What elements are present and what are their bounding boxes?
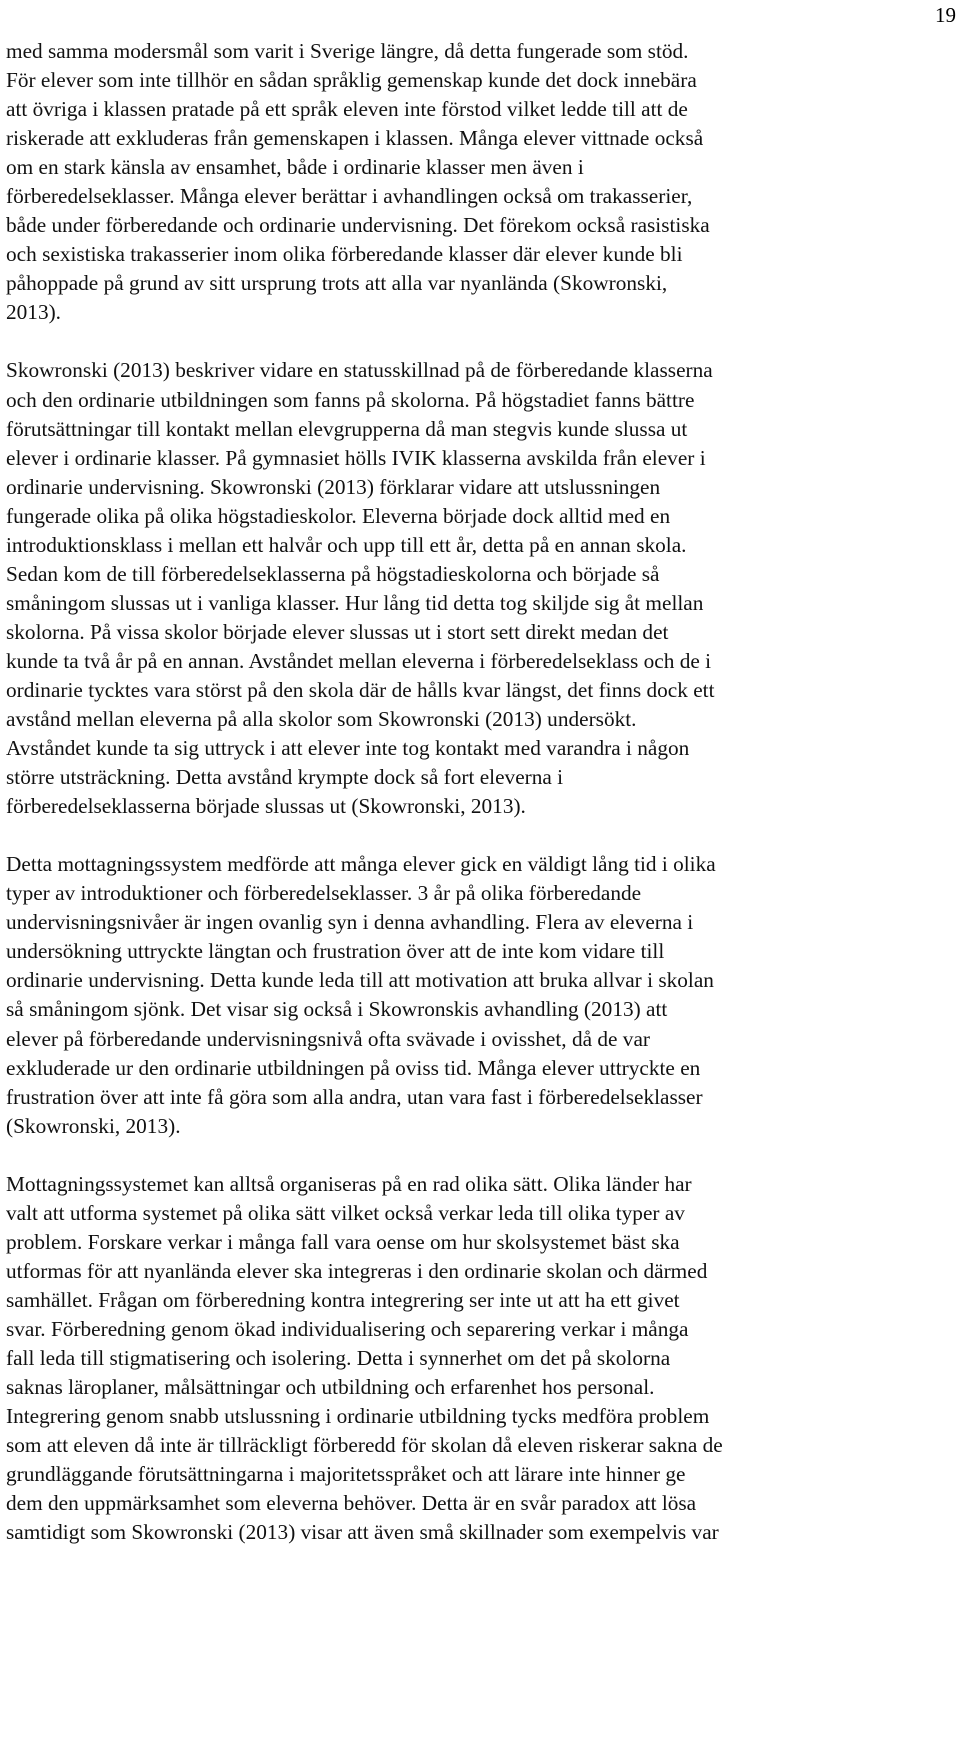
text-line: kunde ta två år på en annan. Avståndet mellan eleverna i förberedelseklass och de i — [6, 648, 712, 673]
text-line: samhället. Frågan om förberedning kontra integrering ser inte ut att ha ett givet — [6, 1287, 680, 1312]
text-line: och sexistiska trakasserier inom olika förberedande klasser där elever kunde bli — [6, 242, 683, 267]
text-line: Sedan kom de till förberedelseklasserna på högstadieskolorna och började så — [6, 561, 660, 586]
text-line: större utsträckning. Detta avstånd krympte dock så fort eleverna i — [6, 765, 564, 790]
text-line: saknas läroplaner, målsättningar och utbildning och erfarenhet hos personal. — [6, 1375, 655, 1400]
text-line: att övriga i klassen pratade på ett språk eleven inte förstod vilket ledde till att de — [6, 97, 688, 122]
text-line: Skowronski (2013) beskriver vidare en statusskillnad på de förberedande klasserna — [6, 358, 713, 383]
text-line: grundläggande förutsättningarna i majoritetsspråket och att lärare inte hinner ge — [6, 1462, 686, 1487]
paragraph-spacer — [6, 1141, 956, 1170]
text-line: förutsättningar till kontakt mellan elevgrupperna då man stegvis kunde slussa ut — [6, 416, 688, 441]
text-line: Mottagningssystemet kan alltså organiseras på en rad olika sätt. Olika länder har — [6, 1171, 692, 1196]
text-line: riskerade att exkluderas från gemenskapen i klassen. Många elever vittnade också — [6, 126, 704, 151]
text-line: fungerade olika på olika högstadieskolor. Eleverna började dock alltid med en — [6, 503, 671, 528]
text-line: med samma modersmål som varit i Sverige längre, då detta fungerade som stöd. — [6, 39, 689, 63]
paragraph-3 — [6, 850, 956, 1140]
text-line: påhoppade på grund av sitt ursprung trots att alla var nyanlända (Skowronski, — [6, 271, 668, 296]
text-line: typer av introduktioner och förberedelseklasser. 3 år på olika förberedande — [6, 881, 642, 906]
text-line: samtidigt som Skowronski (2013) visar att även små skillnader som exempelvis var — [6, 1520, 719, 1545]
text-line: fall leda till stigmatisering och isolering. Detta i synnerhet om det på skolorna — [6, 1345, 671, 1370]
text-line: Avståndet kunde ta sig uttryck i att elever inte tog kontakt med varandra i någon — [6, 736, 690, 761]
text-line: svar. Förberedning genom ökad individualisering och separering verkar i många — [6, 1316, 689, 1341]
text-line: och den ordinarie utbildningen som fanns på skolorna. På högstadiet fanns bättre — [6, 387, 695, 412]
text-line: elever på förberedande undervisningsnivå ofta svävade i ovisshet, då de var — [6, 1026, 650, 1051]
text-line: frustration över att inte få göra som alla andra, utan vara fast i förberedelseklasser — [6, 1084, 703, 1109]
paragraph-4 — [6, 1170, 956, 1548]
text-line: utformas för att nyanlända elever ska integreras i den ordinarie skolan och därmed — [6, 1258, 708, 1283]
paragraph-1 — [6, 37, 956, 327]
text-line: småningom slussas ut i vanliga klasser. Hur lång tid detta tog skiljde sig åt mellan — [6, 590, 704, 615]
text-line: så småningom sjönk. Det visar sig också i Skowronskis avhandling (2013) att — [6, 997, 668, 1022]
text-line: undersökning uttryckte längtan och frustration över att de inte kom vidare till — [6, 939, 665, 964]
text-line: förberedelseklasser. Många elever berättar i avhandlingen också om trakasserier, — [6, 184, 693, 209]
page-number: 19 — [935, 3, 956, 27]
text-line: elever i ordinarie klasser. På gymnasiet hölls IVIK klasserna avskilda från elever i — [6, 445, 706, 470]
text-line: ordinarie undervisning. Skowronski (2013) förklarar vidare att utslussningen — [6, 474, 661, 499]
paragraph-spacer — [6, 821, 956, 850]
text-line: ordinarie tycktes vara störst på den skola där de hålls kvar längst, det finns dock ett — [6, 677, 715, 702]
text-line: undervisningsnivåer är ingen ovanlig syn i denna avhandling. Flera av eleverna i — [6, 910, 694, 935]
text-line: förberedelseklasserna började slussas ut (Skowronski, 2013). — [6, 794, 526, 819]
text-line: avstånd mellan eleverna på alla skolor som Skowronski (2013) undersökt. — [6, 707, 637, 732]
text-line: För elever som inte tillhör en sådan språklig gemenskap kunde det dock innebära — [6, 68, 697, 93]
text-line: om en stark känsla av ensamhet, både i ordinarie klasser men även i — [6, 155, 584, 180]
text-line: Integrering genom snabb utslussning i ordinarie utbildning tycks medföra problem — [6, 1404, 710, 1429]
text-line: 2013). — [6, 300, 62, 325]
text-line: både under förberedande och ordinarie undervisning. Det förekom också rasistiska — [6, 213, 710, 238]
text-line: exkluderade ur den ordinarie utbildningen på oviss tid. Många elever uttryckte en — [6, 1055, 701, 1080]
paragraph-spacer — [6, 327, 956, 356]
text-line: Detta mottagningssystem medförde att många elever gick en väldigt lång tid i olika — [6, 852, 716, 877]
text-line: skolorna. På vissa skolor började elever slussas ut i stort sett direkt medan det — [6, 619, 669, 644]
body-text — [6, 37, 956, 1547]
text-line: (Skowronski, 2013). — [6, 1113, 181, 1138]
text-line: som att eleven då inte är tillräckligt förberedd för skolan då eleven riskerar sakna de — [6, 1433, 723, 1458]
text-line: dem den uppmärksamhet som eleverna behöver. Detta är en svår paradox att lösa — [6, 1491, 697, 1516]
paragraph-2 — [6, 356, 956, 821]
text-line: ordinarie undervisning. Detta kunde leda till att motivation att bruka allvar i skolan — [6, 968, 714, 993]
text-line: valt att utforma systemet på olika sätt vilket också verkar leda till olika typer av — [6, 1200, 685, 1225]
text-line: problem. Forskare verkar i många fall vara oense om hur skolsystemet bäst ska — [6, 1229, 680, 1254]
text-line: introduktionsklass i mellan ett halvår och upp till ett år, detta på en annan skola. — [6, 532, 687, 557]
